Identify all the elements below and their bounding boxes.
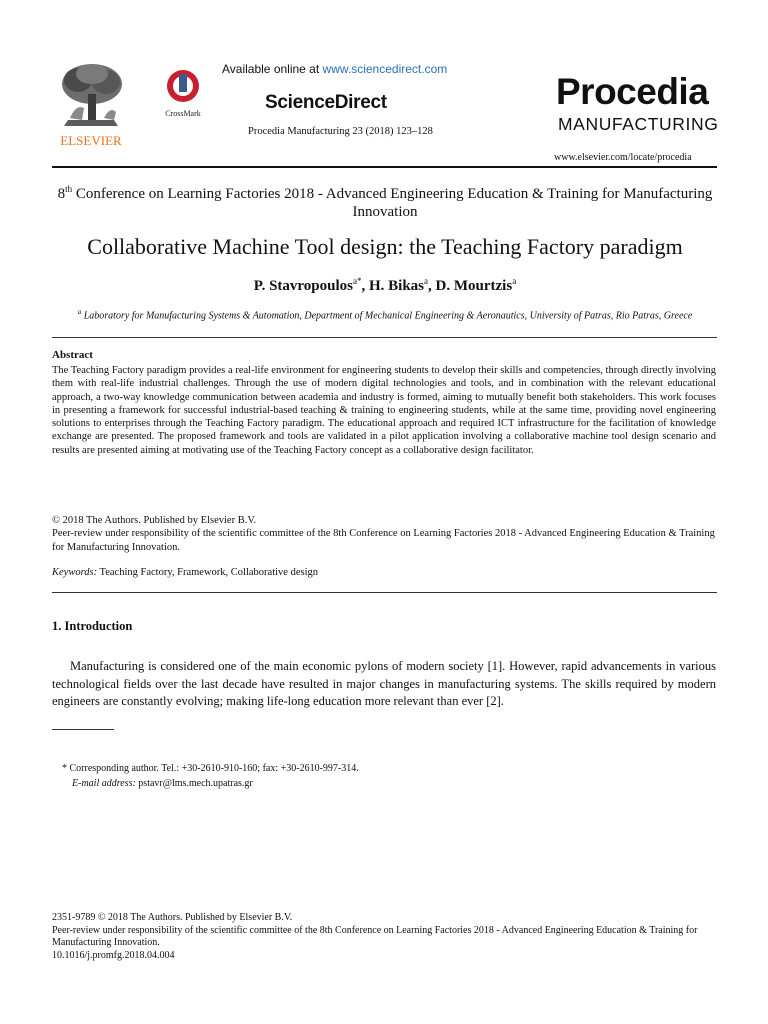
abstract-top-rule (52, 337, 717, 338)
email-footnote: E-mail address: pstavr@lms.mech.upatras.gr (72, 778, 253, 789)
paper-title: Collaborative Machine Tool design: the Teaching Factory paradigm (87, 234, 683, 259)
conference-title: 8th Conference on Learning Factories 2018 - Advanced Engineering Education & Training for Manufacturing Innovation (57, 184, 713, 220)
corresponding-author-footnote: * Corresponding author. Tel.: +30-2610-910-160; fax: +30-2610-997-314. (62, 763, 359, 774)
footer-peer-review: Peer-review under responsibility of the scientific committee of the 8th Conference on Learning Factories 2018 - Advanced Engineering Education & Training for Manufacturing Innovation. (52, 924, 698, 949)
introduction-paragraph: Manufacturing is considered one of the main economic pylons of modern society [1]. However, rapid advancements in various technological fields over the last decade have resulted in major changes in manufacturing systems. The skills required by modern engineers are constantly evolving; making life-long education more relevant than ever [2]. (52, 659, 716, 708)
page-footer (52, 912, 716, 962)
abstract-heading: Abstract (52, 349, 93, 361)
crossmark-badge[interactable] (160, 68, 206, 120)
footnote-rule (52, 729, 114, 730)
keywords: Keywords: Teaching Factory, Framework, Collaborative design (52, 567, 318, 578)
elsevier-wordmark: ELSEVIER (60, 133, 122, 148)
issn-line: 2351-9789 © 2018 The Authors. Published by Elsevier B.V. (52, 912, 293, 923)
elsevier-logo (52, 60, 130, 150)
peer-review-line: Peer-review under responsibility of the scientific committee of the 8th Conference on Learning Factories 2018 - Advanced Engineering Education & Training for Manufacturing Innovation. (52, 528, 715, 553)
author-list: P. Stavropoulos$^{a*}$, H. Bikas$^a$, D. Mourtzis$^a$ (253, 276, 517, 294)
affiliation: $^a$ Laboratory for Manufacturing Systems & Automation, Department of Mechanical Engineering & Aeronautics, University of Patras, Rio Patras, Greece (77, 308, 693, 322)
crossmark-label: CrossMark (165, 109, 201, 118)
email-address[interactable]: pstavr@lms.mech.upatras.gr (135, 778, 253, 789)
keywords-bottom-rule (52, 592, 717, 593)
available-online: Available online at www.sciencedirect.com (222, 62, 448, 76)
author-name: P. Stavropoulos (253, 278, 353, 294)
sciencedirect-link[interactable]: www.sciencedirect.com (322, 62, 448, 76)
header-rule (52, 166, 717, 168)
sciencedirect-wordmark: ScienceDirect (265, 92, 387, 113)
copyright-line: © 2018 The Authors. Published by Elsevier B.V. (52, 515, 257, 526)
elsevier-tree-icon (52, 60, 130, 150)
manufacturing-wordmark: MANUFACTURING (558, 114, 719, 134)
author-name: D. Mourtzis (435, 278, 513, 294)
journal-reference: Procedia Manufacturing 23 (2018) 123–128 (248, 126, 433, 137)
section-heading-introduction: 1. Introduction (52, 619, 133, 633)
copyright-block (52, 514, 716, 554)
abstract-text: The Teaching Factory paradigm provides a real-life environment for engineering students to develop their skills and competencies, through directly involving them with real-life industrial challenges. Through the use of modern digital technologies and tools, and in combination with the relevant educational approach, a two-way knowledge communication between academia and industry is formed, aiming to mutually benefit both stakeholders. This work focuses in presenting a framework for successful industrial-based teaching & training to engineering students, while at the same time, providing novel engineering solutions to enterprises through the Teaching Factory paradigm. The educational approach and required ICT infrastructure for the facilitation of knowledge exchange are presented. The proposed framework and tools are validated in a pilot application involving a collaborative machine tool design scenario and results are presented aiming at motivating use of the Teaching Factory concept as a collaborative design facilitator. (52, 365, 716, 456)
procedia-wordmark: Procedia (556, 71, 709, 112)
crossmark-icon (160, 68, 206, 120)
doi-line[interactable]: 10.1016/j.promfg.2018.04.004 (52, 949, 175, 961)
author-name: H. Bikas (369, 278, 425, 294)
elsevier-url[interactable]: www.elsevier.com/locate/procedia (554, 152, 692, 163)
